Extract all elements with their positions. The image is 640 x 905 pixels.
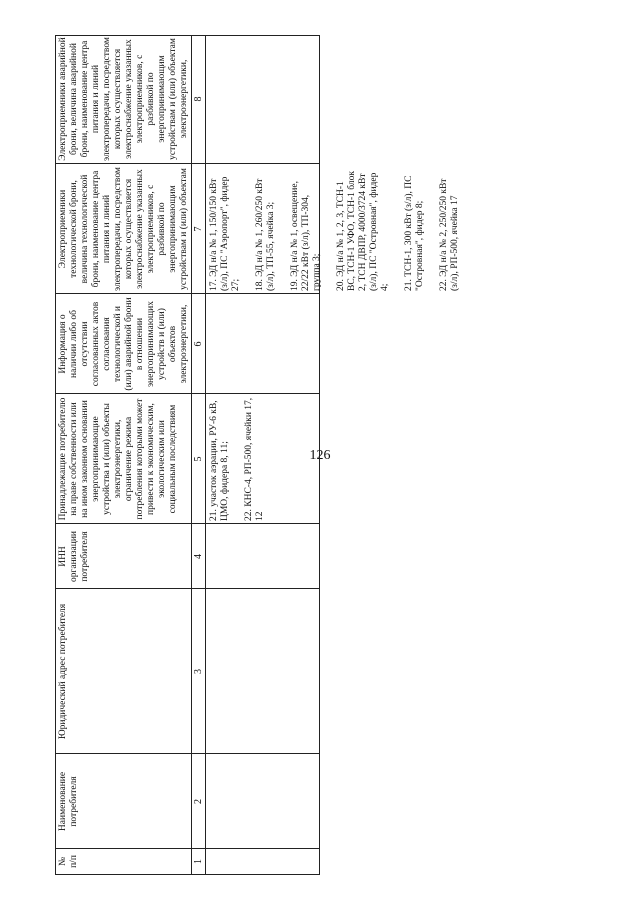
header-consumer-name: Наименование потребителя [58,771,79,832]
header-inn: ИНН организации потребителя [58,531,90,583]
header-agreement-acts: Информация о наличии либо об отсутствии согласованных актов согласования технологической и (или) аварийной брони в отношении энергопринимающих устройств и (или) объектов электроэнергетики, [58,297,189,391]
header-number: № п/п [58,855,79,868]
column-number: 1 [193,859,204,864]
list-item: 22. ЭД н/а № 2, 250/250 кВт (з/л), РП-500, ячейка 17 [439,178,460,291]
list-item: 17. ЭД н/а № 1, 150/150 кВт (з/л), ПС "Аэропорт", фидер 27; [209,176,241,291]
consumer-table [55,35,460,875]
list-item: 22. КНС-4, РП-500, ячейки 17, 12 [244,397,265,521]
column-number: 4 [193,554,204,559]
column-number: 5 [193,456,204,462]
column-number: 2 [193,799,204,804]
header-emergency-reserve: Электроприемники аварийной брони, величина аварийной брони, наименование центра питания и линий электропередачи, посредством которых осуществляется электроснабжение указанных электроприемников, с разбивкой по энергопринимающим устройствам и (или) объектам электроэнергетики, [58,37,189,161]
header-devices: Принадлежащие потребителю на праве собственности или на ином законном основании энергопринимающие устройства и (или) объекты электроэнергетики, ограничение режима потребления которыми может привести к экономическим, экологическим или социальным последствиям [58,397,178,521]
header-technological-reserve: Электроприемники технологической брони, величина технологической брони, наименование центра питания и линий электропередачи, посредством которых осуществляется электроснабжение указанных электроприемников, с разбивкой по энергопринимающим устройствам и (или) объектам [58,167,189,291]
column-number: 7 [193,226,204,232]
page-number: 126 [309,448,331,463]
column-number: 6 [193,341,204,347]
header-legal-address: Юридический адрес потребителя [58,603,68,740]
list-item: 18. ЭД н/а № 1, 260/250 кВт (з/л), ТП-55, ячейка 3; [255,178,276,291]
list-item: 19. ЭД н/а № 1, освещение, 22/22 кВт (з/л), ТП-304, группа 3; [290,181,322,291]
devices-list [205,394,283,524]
list-item: 20. ЭД н/а № 1, 2, 3, ТСН-1 ВС, ТСН-1 УФО, ТСН-1 блок 2, ТСН ДВПР, 4000/3724 кВт (з/л), ПС "Островная", фидер 4; [336,171,390,291]
column-number: 3 [193,669,204,674]
technological-reserve-list [205,164,478,294]
list-item: 21. ТСН-1, 300 кВт (з/л), ПС "Островная", фидер 8; [404,175,425,291]
column-number: 8 [193,96,204,102]
list-item: 21. участок аэрации, РУ-6 кВ, ЦМО, фидера 8, 11; [209,400,230,521]
